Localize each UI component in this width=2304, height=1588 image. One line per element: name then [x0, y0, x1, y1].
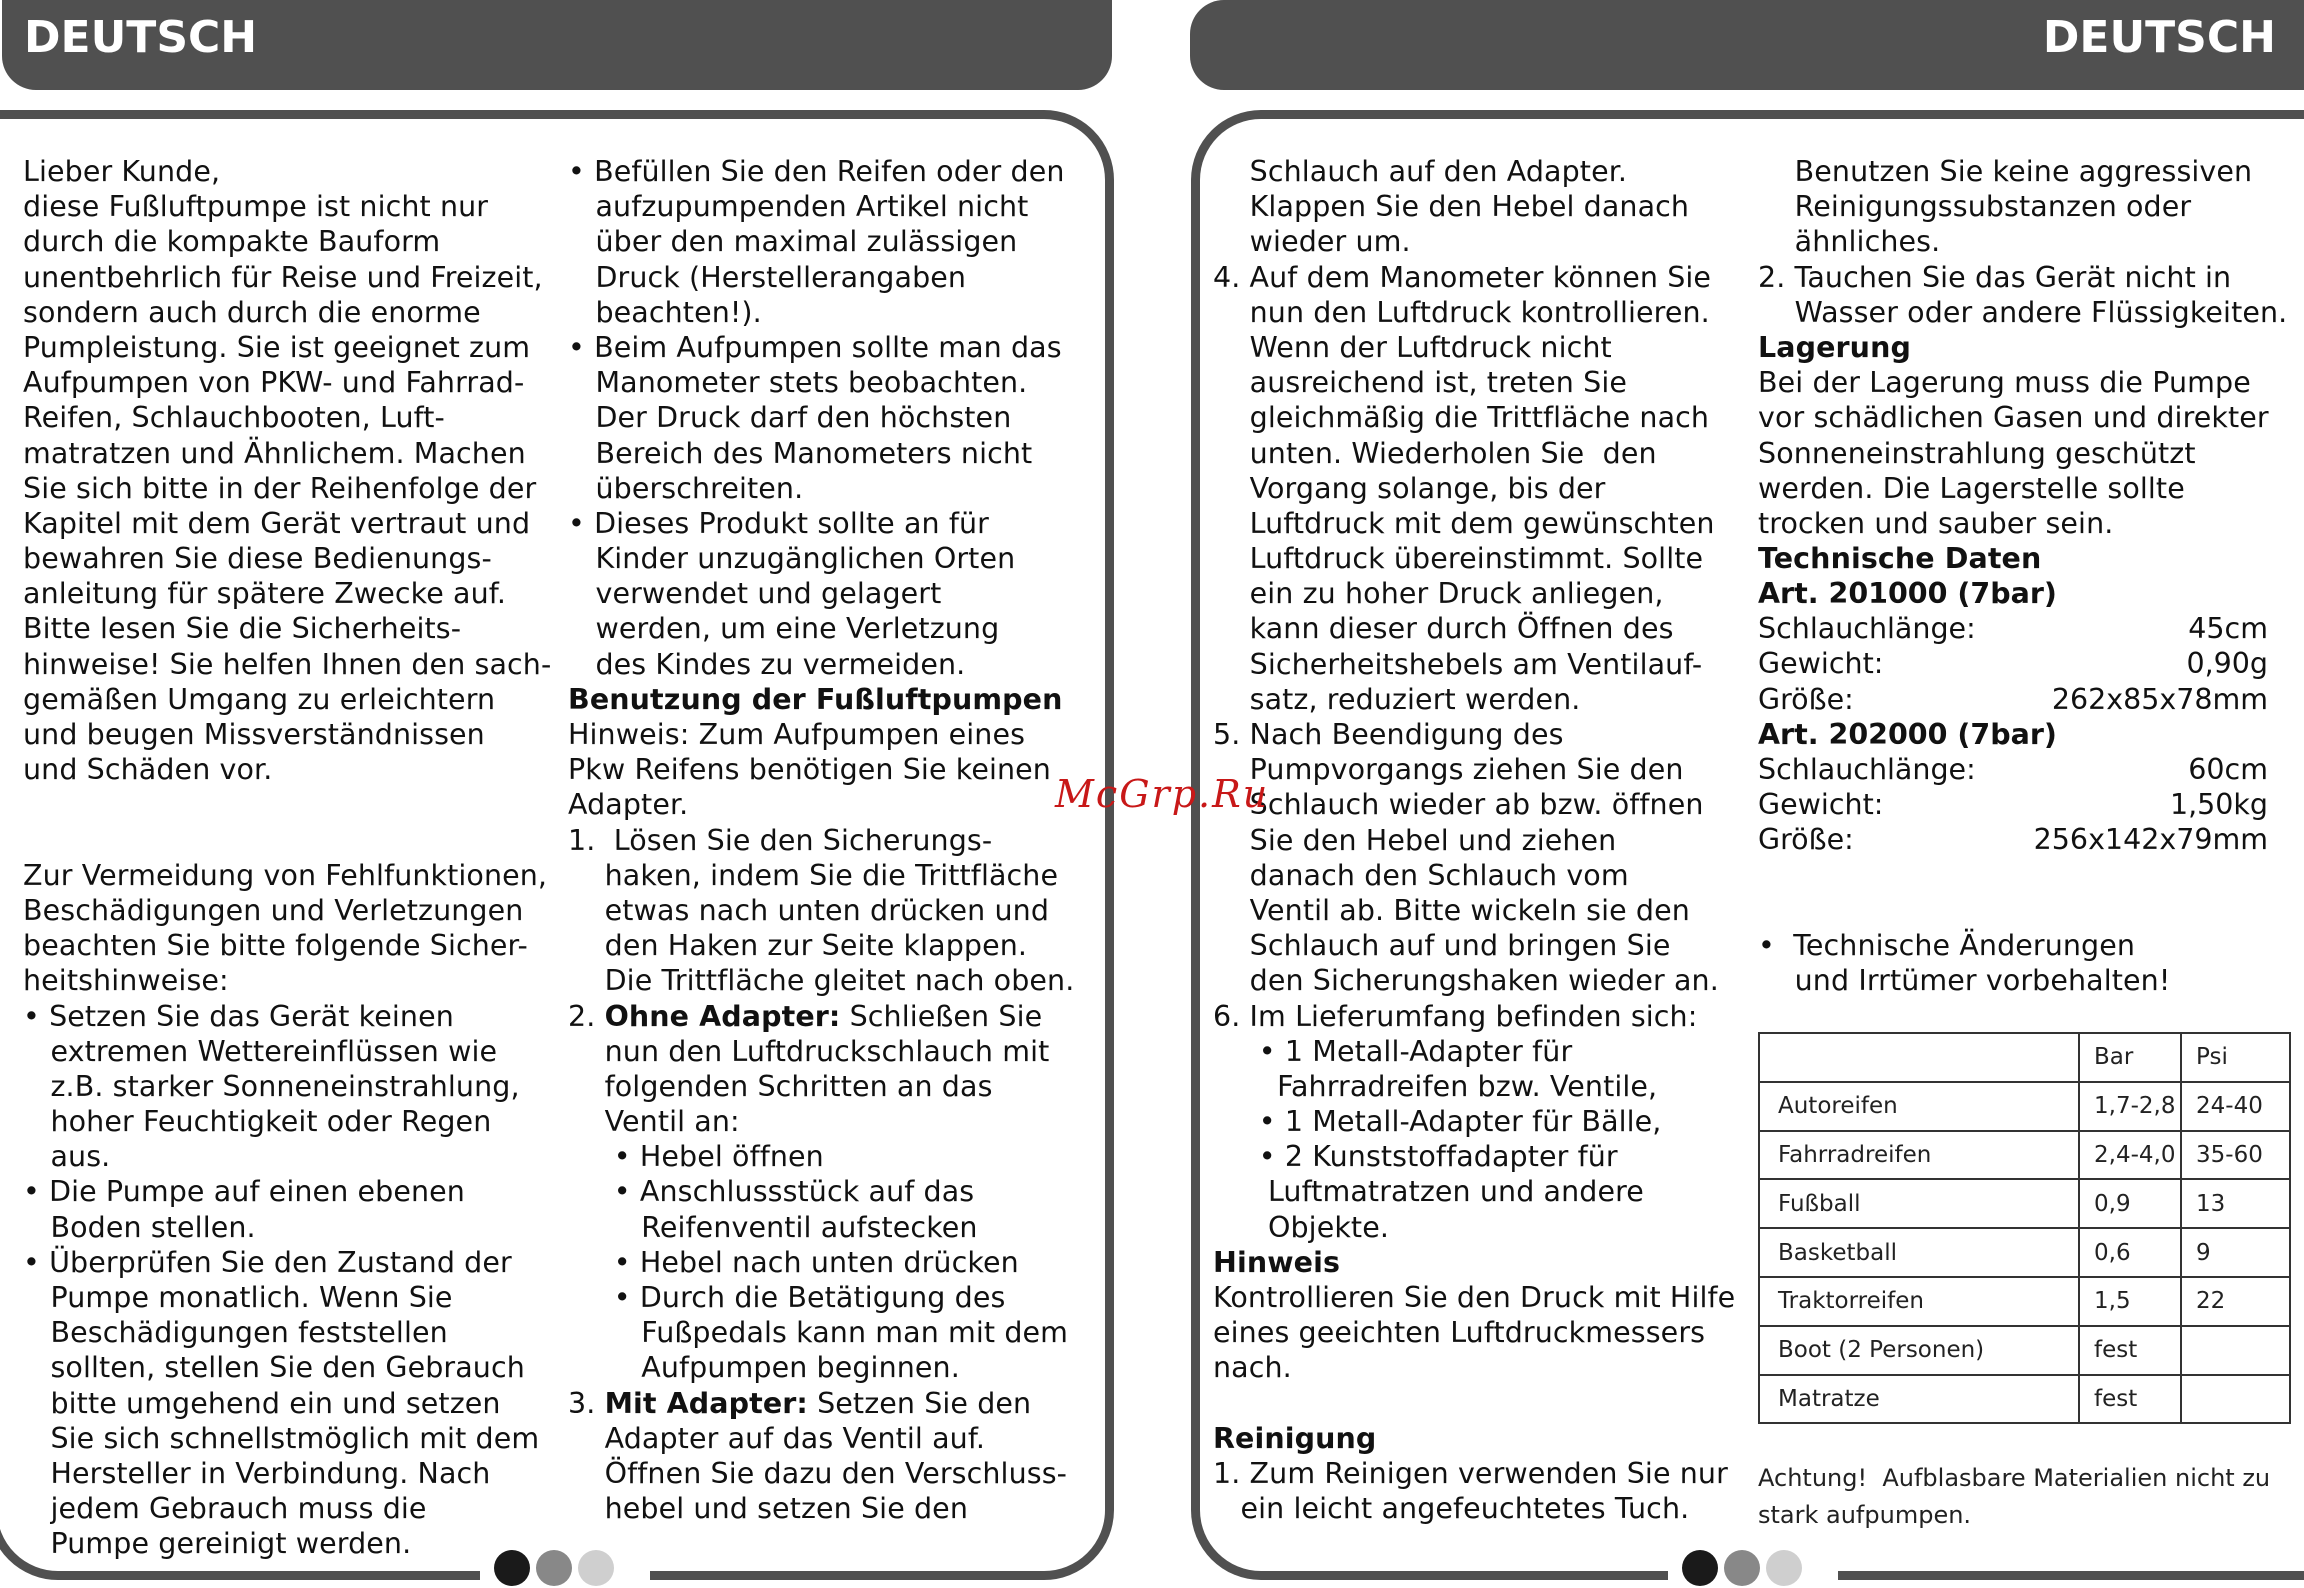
spec-value: 60cm [2188, 752, 2268, 786]
table-row [1759, 1179, 2290, 1228]
text-line: Wenn der Luftdruck nicht [1213, 330, 1612, 364]
watermark: McGrp.Ru [1055, 772, 1270, 816]
text-line: 6. Im Lieferumfang befinden sich: [1213, 999, 1698, 1033]
text-line [23, 787, 551, 822]
text-line: Beschädigungen und Verletzungen [23, 893, 524, 927]
text-line: ähnliches. [1758, 225, 1941, 259]
text-line: Hinweis [1213, 1245, 1341, 1279]
text-line: Ventil ab. Bitte wickeln sie den [1213, 893, 1690, 927]
table-row [1759, 1131, 2290, 1180]
text-line: • Setzen Sie das Gerät keinen [23, 999, 454, 1033]
text-line: 1. Zum Reinigen verwenden Sie nur [1213, 1456, 1728, 1490]
text-line: Benutzen Sie keine aggressiven [1758, 155, 2253, 188]
text-line: gleichmäßig die Trittfläche nach [1213, 401, 1710, 435]
text-line: Vorgang solange, bis der [1213, 471, 1606, 505]
disclaimer [1758, 928, 2170, 998]
text-line: Schlauch wieder ab bzw. öffnen [1213, 788, 1704, 822]
text-line: gemäßen Umgang zu erleichtern [23, 682, 496, 716]
page-dot-active [1682, 1550, 1718, 1586]
text-line: Aufpumpen beginnen. [568, 1351, 960, 1385]
text-line: Lagerung [1758, 330, 1911, 364]
text-line: • Hebel öffnen [568, 1140, 824, 1174]
spec-value: 45cm [2188, 612, 2268, 646]
page-dot [1766, 1550, 1802, 1586]
text-line: Pumpleistung. Sie ist geeignet zum [23, 330, 531, 364]
text-line: unentbehrlich für Reise und Freizeit, [23, 260, 543, 294]
text-line: den Haken zur Seite klappen. [568, 929, 1028, 963]
text-line: verwendet und gelagert [568, 577, 942, 611]
text-line: matratzen und Ähnlichem. Machen [23, 436, 526, 470]
text-line: • Beim Aufpumpen sollte man das [568, 330, 1062, 364]
text-line: Ventil an: [568, 1105, 740, 1139]
text-line: • Befüllen Sie den Reifen oder den [568, 155, 1065, 188]
table-header-row [1759, 1033, 2290, 1082]
text-line: Luftdruck mit dem gewünschten [1213, 506, 1715, 540]
text-line: Hersteller in Verbindung. Nach [23, 1456, 491, 1490]
column-4 [1758, 154, 2287, 576]
text-line: satz, reduziert werden. [1213, 682, 1581, 716]
table-cell: 1,7-2,8 [2079, 1082, 2181, 1131]
text-line: heitshinweise: [23, 964, 229, 998]
header-left: DEUTSCH [2, 0, 1112, 90]
text-line [23, 823, 551, 858]
text-line: sondern auch durch die enorme [23, 295, 481, 329]
table-cell: Traktorreifen [1759, 1277, 2079, 1326]
text-line: Reifen, Schlauchbooten, Luft- [23, 401, 445, 435]
text-line: hoher Feuchtigkeit oder Regen [23, 1105, 492, 1139]
text-line: • Überprüfen Sie den Zustand der [23, 1245, 512, 1279]
table-cell: Fußball [1759, 1179, 2079, 1228]
table-cell: 2,4-4,0 [2079, 1131, 2181, 1180]
text-line: ausreichend ist, treten Sie [1213, 366, 1627, 400]
text-line: Sie sich schnellstmöglich mit dem [23, 1421, 540, 1455]
table-cell [2181, 1375, 2290, 1424]
text-line: Klappen Sie den Hebel danach [1213, 190, 1690, 224]
text-line: anleitung für spätere Zwecke auf. [23, 577, 506, 611]
table-row [1759, 1326, 2290, 1375]
spec-key: Schlauchlänge: [1758, 752, 1976, 786]
text-line: Benutzung der Fußluftpumpen [568, 682, 1063, 716]
text-line: Bereich des Manometers nicht [568, 436, 1033, 470]
text-line: bitte umgehend ein und setzen [23, 1386, 501, 1420]
text-line: • Die Pumpe auf einen ebenen [23, 1175, 465, 1209]
text-line: Sie den Hebel und ziehen [1213, 823, 1617, 857]
table-cell: fest [2079, 1326, 2181, 1375]
spec-key: Größe: [1758, 682, 1854, 716]
text-line: • 1 Metall-Adapter für [1213, 1034, 1573, 1068]
text-line: Reinigungssubstanzen oder [1758, 190, 2192, 224]
text-line: werden, um eine Verletzung [568, 612, 1000, 646]
spec-article: Art. 202000 (7bar) [1758, 717, 2057, 751]
header-right: DEUTSCH [1190, 0, 2304, 90]
text-line: extremen Wettereinflüssen wie [23, 1034, 498, 1068]
text-line: 5. Nach Beendigung des [1213, 718, 1564, 751]
text-line: Sonneneinstrahlung geschützt [1758, 436, 2196, 470]
text-line: • Hebel nach unten drücken [568, 1245, 1019, 1279]
text-line: eines geeichten Luftdruckmessers [1213, 1316, 1706, 1350]
text-line: danach den Schlauch vom [1213, 858, 1629, 892]
page-indicator-right [1682, 1550, 1802, 1588]
text-line: Aufpumpen von PKW- und Fahrrad- [23, 366, 525, 400]
text-line: und beugen Missverständnissen [23, 718, 485, 751]
text-line: und Schäden vor. [23, 753, 273, 787]
table-cell: fest [2079, 1375, 2181, 1424]
table-cell: Fahrradreifen [1759, 1131, 2079, 1180]
spec-row [1758, 682, 2268, 717]
text-line: Pkw Reifens benötigen Sie keinen [568, 753, 1051, 787]
text-line: werden. Die Lagerstelle sollte [1758, 471, 2185, 505]
technical-specs [1758, 576, 2268, 858]
text-line: Lieber Kunde, [23, 155, 221, 188]
text-line: 1. Lösen Sie den Sicherungs- [568, 823, 993, 857]
spec-key: Größe: [1758, 823, 1854, 857]
text-line: über den maximal zulässigen [568, 225, 1018, 259]
table-cell: Psi [2181, 1033, 2290, 1082]
text-line: kann dieser durch Öffnen des [1213, 612, 1674, 646]
spec-key: Gewicht: [1758, 647, 1884, 681]
text-line: Reinigung [1213, 1421, 1377, 1455]
text-line: Der Druck darf den höchsten [568, 401, 1012, 435]
spec-row [1758, 646, 2268, 681]
table-cell [2181, 1326, 2290, 1375]
text-line: • Anschlussstück auf das [568, 1175, 975, 1209]
table-cell: Basketball [1759, 1228, 2079, 1277]
table-cell: Boot (2 Personen) [1759, 1326, 2079, 1375]
text-line: Pumpe gereinigt werden. [23, 1527, 412, 1561]
text-line: Manometer stets beobachten. [568, 366, 1028, 400]
text-line: Sie sich bitte in der Reihenfolge der [23, 471, 537, 505]
text-line: Schlauch auf den Adapter. [1213, 155, 1628, 188]
table-cell: Matratze [1759, 1375, 2079, 1424]
text-line: nun den Luftdruckschlauch mit [568, 1034, 1050, 1068]
table-cell [1759, 1033, 2079, 1082]
text-line: nun den Luftdruck kontrollieren. [1213, 295, 1710, 329]
table-row [1759, 1277, 2290, 1326]
table-cell: Autoreifen [1759, 1082, 2079, 1131]
text-line [1213, 1386, 1735, 1421]
table-row [1759, 1228, 2290, 1277]
spec-key: Gewicht: [1758, 788, 1884, 822]
table-cell: 0,6 [2079, 1228, 2181, 1277]
text-line: Luftdruck übereinstimmt. Sollte [1213, 542, 1704, 576]
text-line: den Sicherungshaken wieder an. [1213, 964, 1719, 998]
text-line: bewahren Sie diese Bedienungs- [23, 542, 492, 576]
table-cell: Bar [2079, 1033, 2181, 1082]
text-line: diese Fußluftpumpe ist nicht nur [23, 190, 489, 224]
text-line: beachten Sie bitte folgende Sicher- [23, 929, 528, 963]
spec-value: 0,90g [2186, 647, 2268, 681]
spec-row [1758, 787, 2268, 822]
spec-article: Art. 201000 (7bar) [1758, 577, 2057, 610]
spec-key: Schlauchlänge: [1758, 612, 1976, 646]
table-cell: 24-40 [2181, 1082, 2290, 1131]
spec-row [1758, 822, 2268, 857]
text-line: ein leicht angefeuchtetes Tuch. [1213, 1492, 1690, 1526]
spec-row [1758, 752, 2268, 787]
text-line: Boden stellen. [23, 1210, 256, 1244]
text-line: sollten, stellen Sie den Gebrauch [23, 1351, 525, 1385]
text-line: Technische Daten [1758, 542, 2042, 576]
text-line: Zur Vermeidung von Fehlfunktionen, [23, 858, 548, 892]
text-line: Kontrollieren Sie den Druck mit Hilfe [1213, 1281, 1736, 1314]
text-line: vor schädlichen Gasen und direkter [1758, 401, 2269, 435]
text-line: überschreiten. [568, 471, 804, 505]
text-line: Sicherheitshebels am Ventilauf- [1213, 647, 1703, 681]
table-cell: 9 [2181, 1228, 2290, 1277]
spec-value: 262x85x78mm [2051, 682, 2268, 716]
text-line: Die Trittfläche gleitet nach oben. [568, 964, 1075, 998]
text-line: Hinweis: Zum Aufpumpen eines [568, 718, 1026, 751]
table-row [1759, 1082, 2290, 1131]
text-line: Pumpe monatlich. Wenn Sie [23, 1281, 453, 1314]
text-line: 2. Tauchen Sie das Gerät nicht in [1758, 260, 2232, 294]
page-dot [1724, 1550, 1760, 1586]
text-line: jedem Gebrauch muss die [23, 1492, 427, 1526]
column-1 [23, 154, 551, 1562]
text-line: Bitte lesen Sie die Sicherheits- [23, 612, 462, 646]
text-line: unten. Wiederholen Sie den [1213, 436, 1657, 470]
text-line: Öffnen Sie dazu den Verschluss- [568, 1456, 1068, 1490]
text-line: • Dieses Produkt sollte an für [568, 506, 989, 540]
text-line: wieder um. [1213, 225, 1411, 259]
text-line: Fahrradreifen bzw. Ventile, [1213, 1069, 1658, 1103]
text-line: aufzupumpenden Artikel nicht [568, 190, 1029, 224]
text-line: Adapter. [568, 788, 689, 822]
table-cell: 1,5 [2079, 1277, 2181, 1326]
warning-note [1758, 1460, 2270, 1534]
text-line: trocken und sauber sein. [1758, 506, 2114, 540]
text-line: haken, indem Sie die Trittfläche [568, 858, 1059, 892]
text-line: 4. Auf dem Manometer können Sie [1213, 260, 1712, 294]
text-line: etwas nach unten drücken und [568, 893, 1050, 927]
text-line: Schlauch auf und bringen Sie [1213, 929, 1671, 963]
text-line: • 2 Kunststoffadapter für [1213, 1140, 1618, 1174]
text-line: hinweise! Sie helfen Ihnen den sach- [23, 647, 552, 681]
text-line: folgenden Schritten an das [568, 1069, 993, 1103]
text-line: des Kindes zu vermeiden. [568, 647, 966, 681]
text-line: Kapitel mit dem Gerät vertraut und [23, 506, 531, 540]
text-line: ein zu hoher Druck anliegen, [1213, 577, 1664, 611]
pressure-table [1758, 1032, 2291, 1424]
text-line: Luftmatratzen und andere [1213, 1175, 1644, 1209]
spec-row [1758, 611, 2268, 646]
text-line: und Irrtümer vorbehalten! [1758, 964, 2171, 998]
column-3 [1213, 154, 1735, 1526]
text-line: Kinder unzugänglichen Orten [568, 542, 1016, 576]
text-line: hebel und setzen Sie den [568, 1492, 968, 1526]
text-line: Pumpvorgangs ziehen Sie den [1213, 753, 1684, 787]
spec-value: 256x142x79mm [2033, 823, 2268, 857]
spec-value: 1,50kg [2169, 788, 2268, 822]
text-line: 2. Ohne Adapter: Schließen Sie [568, 999, 1043, 1033]
column-2 [568, 154, 1074, 1526]
table-cell: 0,9 [2079, 1179, 2181, 1228]
text-line: beachten!). [568, 295, 762, 329]
text-line: Druck (Herstellerangaben [568, 260, 967, 294]
table-cell: 35-60 [2181, 1131, 2290, 1180]
text-line: Adapter auf das Ventil auf. [568, 1421, 986, 1455]
text-line: nach. [1213, 1351, 1292, 1385]
text-line: • Durch die Betätigung des [568, 1281, 1006, 1314]
text-line: Beschädigungen feststellen [23, 1316, 448, 1350]
table-row [1759, 1375, 2290, 1424]
text-line: Fußpedals kann man mit dem [568, 1316, 1069, 1350]
text-line: • Technische Änderungen [1758, 929, 2136, 962]
text-line: 3. Mit Adapter: Setzen Sie den [568, 1386, 1032, 1420]
table-cell: 13 [2181, 1179, 2290, 1228]
text-line: z.B. starker Sonneneinstrahlung, [23, 1069, 520, 1103]
text-line: • 1 Metall-Adapter für Bälle, [1213, 1105, 1662, 1139]
table-cell: 22 [2181, 1277, 2290, 1326]
text-line: aus. [23, 1140, 111, 1174]
warning-line: stark aufpumpen. [1758, 1501, 1972, 1529]
text-line: durch die kompakte Bauform [23, 225, 441, 259]
text-line: Wasser oder andere Flüssigkeiten. [1758, 295, 2288, 329]
text-line: Objekte. [1213, 1210, 1390, 1244]
page-dot [578, 1550, 614, 1586]
warning-line: Achtung! Aufblasbare Materialien nicht zu [1758, 1464, 2271, 1492]
text-line: Reifenventil aufstecken [568, 1210, 978, 1244]
text-line: Bei der Lagerung muss die Pumpe [1758, 366, 2251, 400]
